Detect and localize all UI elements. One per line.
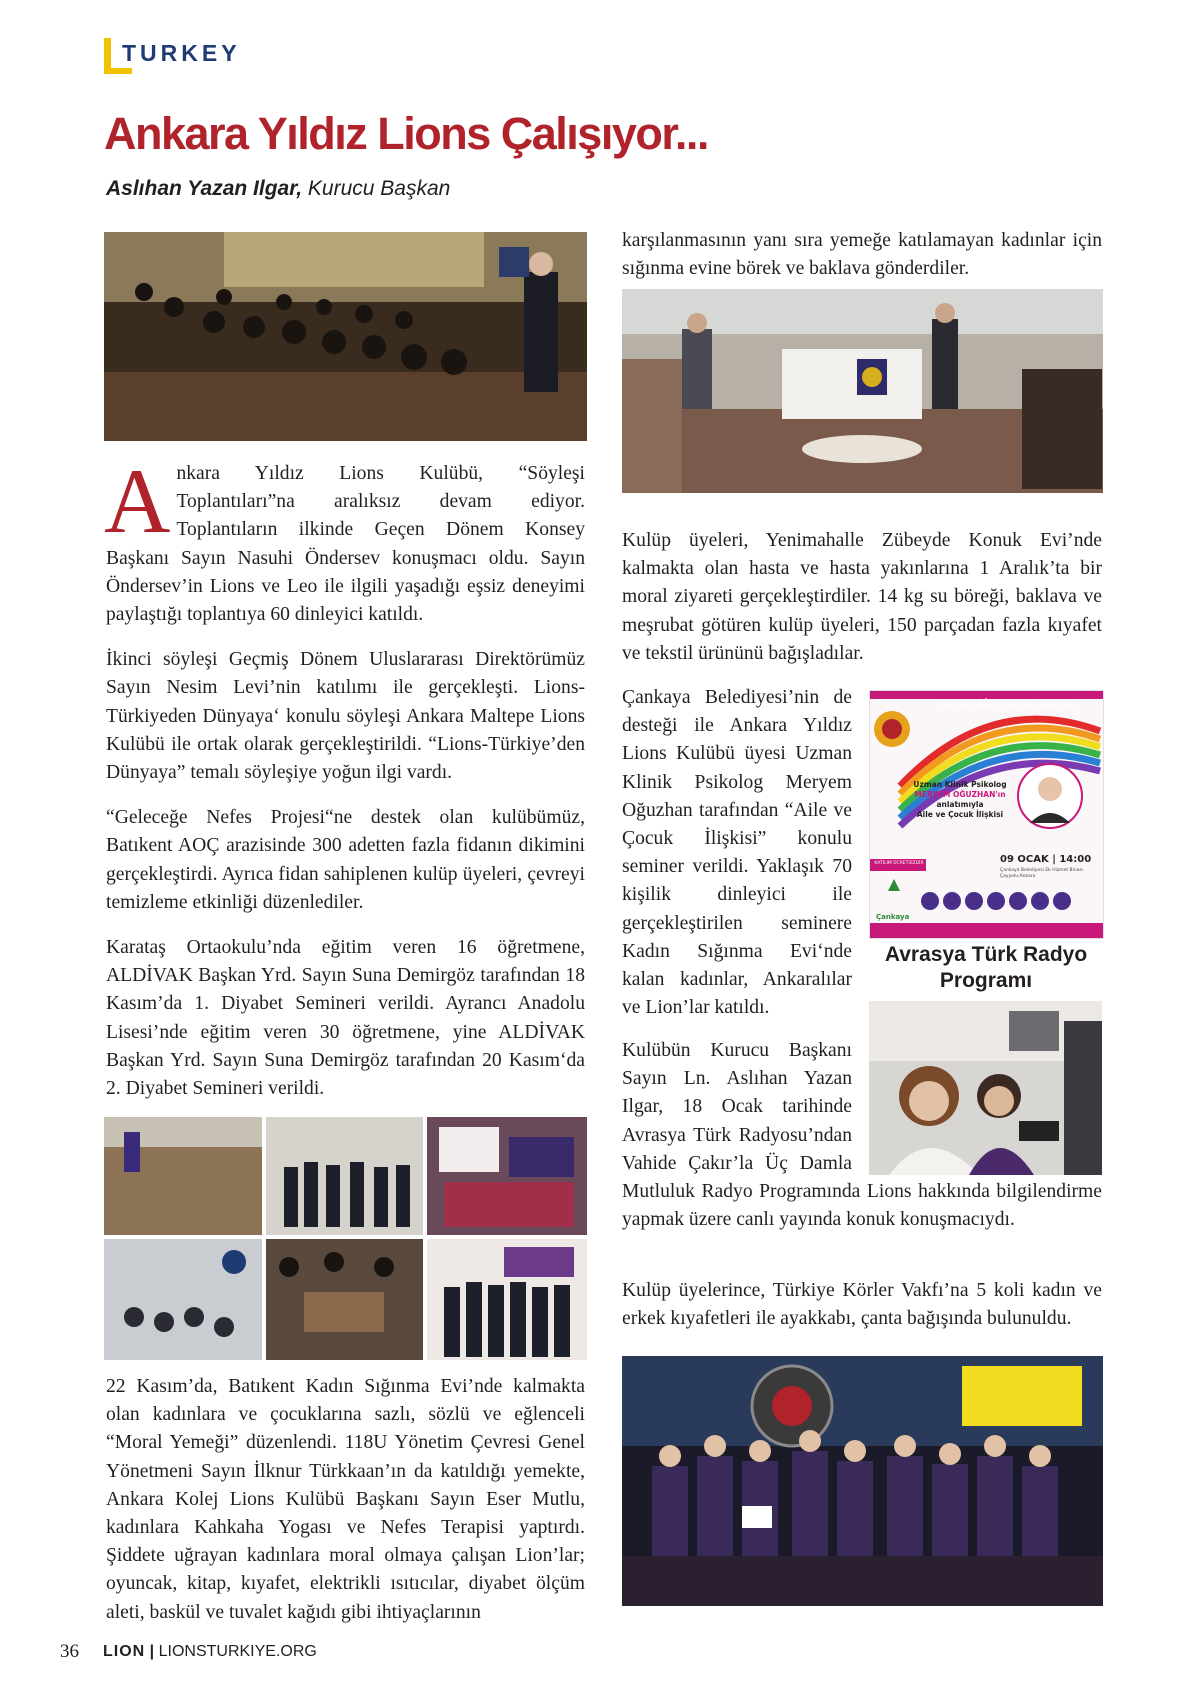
poster-date: 09 OCAK | 14:00 [1000,854,1092,865]
right-mid-text [622,527,1102,668]
right-radio-text [622,1037,1102,1234]
paragraph-10: Kulüp üyelerince, Türkiye Körler Vakfı’na 5 koli kadın ve erkek kıyafetleri ile ayakkabı, çanta bağışında bulunuldu. [622,1280,1102,1330]
drop-cap: A [104,450,171,552]
left-column-text [104,450,585,1103]
paragraph-4: Karataş Ortaokulu’nda eğitim veren 16 öğretmene, ALDİVAK Başkan Yrd. Sayın Suna Demirgöz tarafından 18 Kasım’da 1. Diyabet Semineri verildi. Ayrancı Anadolu Lisesi’nde eğitim veren 30 öğretmene, yine ALDİVAK Başkan Yrd. Sayın Suna Demirgöz tarafından 20 Kasım‘da 2. Diyabet Semineri verildi. [106,937,585,1100]
footer-separator: | [149,1643,155,1660]
footer-site[interactable]: LIONSTURKIYE.ORG [158,1643,317,1660]
right-seminar-text [622,684,852,1022]
paragraph-2: İkinci söyleşi Geçmiş Dönem Uluslararası Direktörümüz Sayın Nesim Levi’nin katılımı ile gerçekleşti. Lions-Türkiyeden Dünyaya‘ konulu söyleşi Ankara Maltepe Lions Kulübü ile ortak olarak gerçekleştirildi. “Lions-Türkiye’den Dünyaya” temalı söyleşiye yoğun ilgi vardı. [106,649,585,784]
photo-collage [104,1117,587,1360]
author-name: Aslıhan Yazan Ilgar, [106,177,303,200]
poster-free-badge: KATILIM ÜCRETSİZDİR [874,861,924,866]
photo-auditorium [104,232,587,441]
poster-banner: “MUTLU AİLE MUTLU ÇOCUK” [933,699,1081,710]
poster-venue: Çankaya Belediyesi Ek Hizmet Binası Çayyolu-Ankara [1000,868,1084,879]
radio-caption: Avrasya Türk Radyo Programı [884,943,1088,992]
seminar-poster [869,690,1104,939]
poster-logo-text: Çankaya [876,913,910,921]
photo-group [622,1356,1103,1606]
poster-line-3: anlatımıyla [936,800,984,809]
paragraph-9: Kulübün Kurucu Başkanı Sayın Ln. Aslıhan Yazan Ilgar, 18 Ocak tarihinde Avrasya Türk Radyosu’ndan Vahide Çakır’la Üç Damla Mutluluk Radyo Programında Lions hakkında bilgilendirme yapmak üzere canlı yayında konuk konuşmacıydı. [622,1040,1102,1231]
paragraph-6: karşılanmasının yanı sıra yemeğe katılamayan kadınlar için sığınma evine börek ve baklava gönderdiler. [622,230,1102,280]
page-number: 36 [60,1641,79,1662]
byline [106,177,450,201]
poster-line-2: MERYEM OĞUZHAN'ın [914,790,1006,799]
poster-line-1: Uzman Klinik Psikolog [913,780,1007,789]
paragraph-5: 22 Kasım’da, Batıkent Kadın Sığınma Evi’nde kalmakta olan kadınlara ve çocuklarına sazlı, sözlü ve eğlenceli “Moral Yemeği” düzenlendi. 118U Yönetim Çevresi Genel Yönetmeni Sayın İlknur Türkkaan’ın da katıldığı yemekte, Ankara Kolej Lions Kulübü Başkanı Sayın Eser Mutlu, kadınlara Kahkaha Yogası ve Nefes Terapisi yaptırdı. Şiddete uğrayan kadınlara moral olmaya çalışan Lion’lar; oyuncak, kitap, kıyafet, elektrikli ısıtıcılar, diyabet ölçüm aleti, baskül ve tuvalet kağıdı gibi ihtiyaçlarının [106,1376,585,1623]
photo-shelter-visit [622,289,1103,493]
author-role: Kurucu Başkan [302,177,451,200]
left-bottom-text [106,1373,585,1627]
paragraph-1: Ankara Yıldız Lions Kulübü, “Söyleşi Toplantıları”na aralıksız devam ediyor. Toplantıların ilkinde Geçen Dönem Konsey Başkanı Sayın Nasuhi Öndersev konuşmacı oldu. Sayın Öndersev’in Lions ve Leo ile ilgili yaşadığı eşsiz deneyimi paylaştığı toplantıya 60 dinleyici katıldı. [104,450,585,626]
article-title: Ankara Yıldız Lions Çalışıyor... [104,108,708,159]
right-top-text [622,227,1102,283]
paragraph-3: “Geleceğe Nefes Projesi“ne destek olan kulübümüz, Batıkent AOÇ arazisinde 300 adetten fazla fidanın dikimini gerçekleştirdi. Ayrıca fidan sahiplenen kulüp üyeleri, çevreyi temizleme etkinliği düzenlediler. [106,807,585,913]
section-label: TURKEY [122,40,241,66]
right-last-text [622,1277,1102,1333]
poster-line-4: Aile ve Çocuk İlişkisi [916,810,1004,819]
paragraph-7: Kulüp üyeleri, Yenimahalle Zübeyde Konuk Evi’nde kalmakta olan hasta ve hasta yakınlarına 1 Aralık’ta bir moral ziyareti gerçekleştirdiler. 14 kg su böreği, baklava ve meşrubat götüren kulüp üyeleri, 150 parçadan fazla kıyafet ve tekstil ürününü bağışladılar. [622,530,1102,664]
paragraph-8: Çankaya Belediyesi’nin de desteği ile Ankara Yıldız Lions Kulübü üyesi Uzman Klinik Psikolog Meryem Oğuzhan tarafından “Aile ve Çocuk İlişkisi” konulu seminer verildi. Yaklaşık 70 kişilik dinleyici ile gerçekleştirilen seminere Kadın Sığınma Evi‘nde kalan kadınlar, Ankaralılar ve Lion’lar katıldı. [622,687,852,1019]
poster-text [890,780,1030,820]
footer-brand [103,1643,317,1661]
footer-brand-name: LION [103,1643,146,1660]
